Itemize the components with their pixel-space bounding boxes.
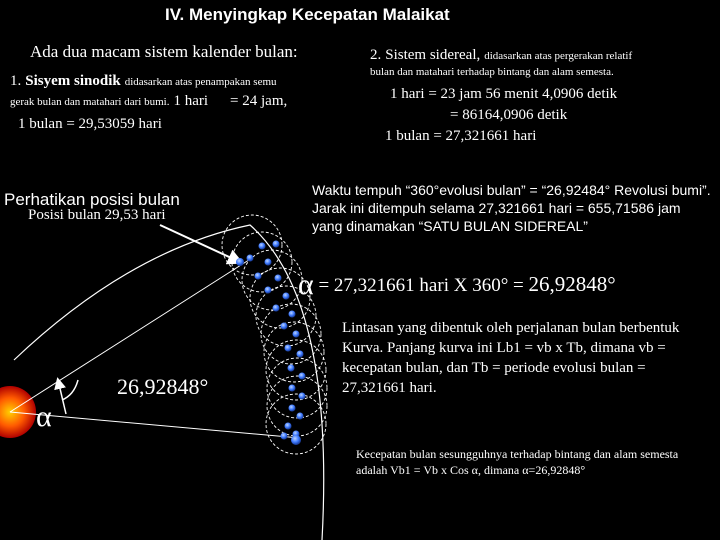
kecepatan-text: Kecepatan bulan sesungguhnya terhadap bintang dan alam semesta adalah Vb1 = Vb x Cos α, dimana α=26,92848° [356,447,679,477]
sidereal-detik: = 86164,0906 detik [450,107,568,123]
sinodik-line2 [10,92,287,110]
posisi-bulan-label: Posisi bulan 29,53 hari [28,207,166,223]
waktu-tempuh-text: Waktu tempuh “360°evolusi bulan” = “26,92484° Revolusi bumi”. Jarak ini ditempuh selama 27,321661 hari = 655,71586 jam yang dinamakan “SATU BULAN SIDEREAL” [312,182,711,234]
alpha-angle-arc [62,380,78,400]
moon-orbit-circles [222,215,327,454]
sinodik-bulan: 1 bulan = 29,53059 hari [18,116,162,132]
moon-end-icon [291,435,301,445]
sinodik-hari: 1 hari [173,93,209,109]
moon-start-icon [236,258,244,266]
sidereal-bulan: 1 bulan = 27,321661 hari [385,128,537,144]
sidereal-desc-2: bulan dan matahari terhadap bintang dan alam semesta. [370,66,614,78]
calendar-intro: Ada dua macam sistem kalender bulan: [30,42,298,61]
sinodik-jam: = 24 jam, [230,93,288,109]
sun-icon [0,386,36,438]
angle-line-lower [10,412,300,438]
alpha-arrow [58,380,66,414]
perhatikan-label: Perhatikan posisi bulan [4,190,180,209]
sinodik-title: Sisyem sinodik [25,73,121,89]
formula-result: 26,92848° [528,272,616,296]
sidereal-hari: 1 hari = 23 jam 56 menit 4,0906 detik [390,86,618,102]
page-title: IV. Menyingkap Kecepatan Malaikat [165,5,450,24]
angle-degree-label: 26,92848° [117,374,209,399]
formula-text: = 27,321661 hari X 360° = [318,275,529,296]
sinodik-desc-1: didasarkan atas penampakan semu [124,76,277,88]
alpha-symbol: α [298,268,314,301]
sinodik-num: 1. [10,73,22,89]
lintasan-text: Lintasan yang dibentuk oleh perjalanan bulan berbentuk Kurva. Panjang kurva ini Lb1 = vb x Tb, dimana vb = kecepatan bulan, dan Tb = periode evolusi bulan = 27,321661 hari. [342,320,680,396]
sidereal-heading [370,46,632,64]
alpha-angle-label: α [36,400,52,433]
sidereal-title: Sistem sidereal, [385,47,481,63]
sidereal-num: 2. [370,47,382,63]
sidereal-desc-1: didasarkan atas pergerakan relatif [484,50,633,62]
sinodik-desc-2: gerak bulan dan matahari dari bumi. [10,96,170,108]
alpha-formula [298,268,616,302]
sinodik-heading [10,72,277,90]
